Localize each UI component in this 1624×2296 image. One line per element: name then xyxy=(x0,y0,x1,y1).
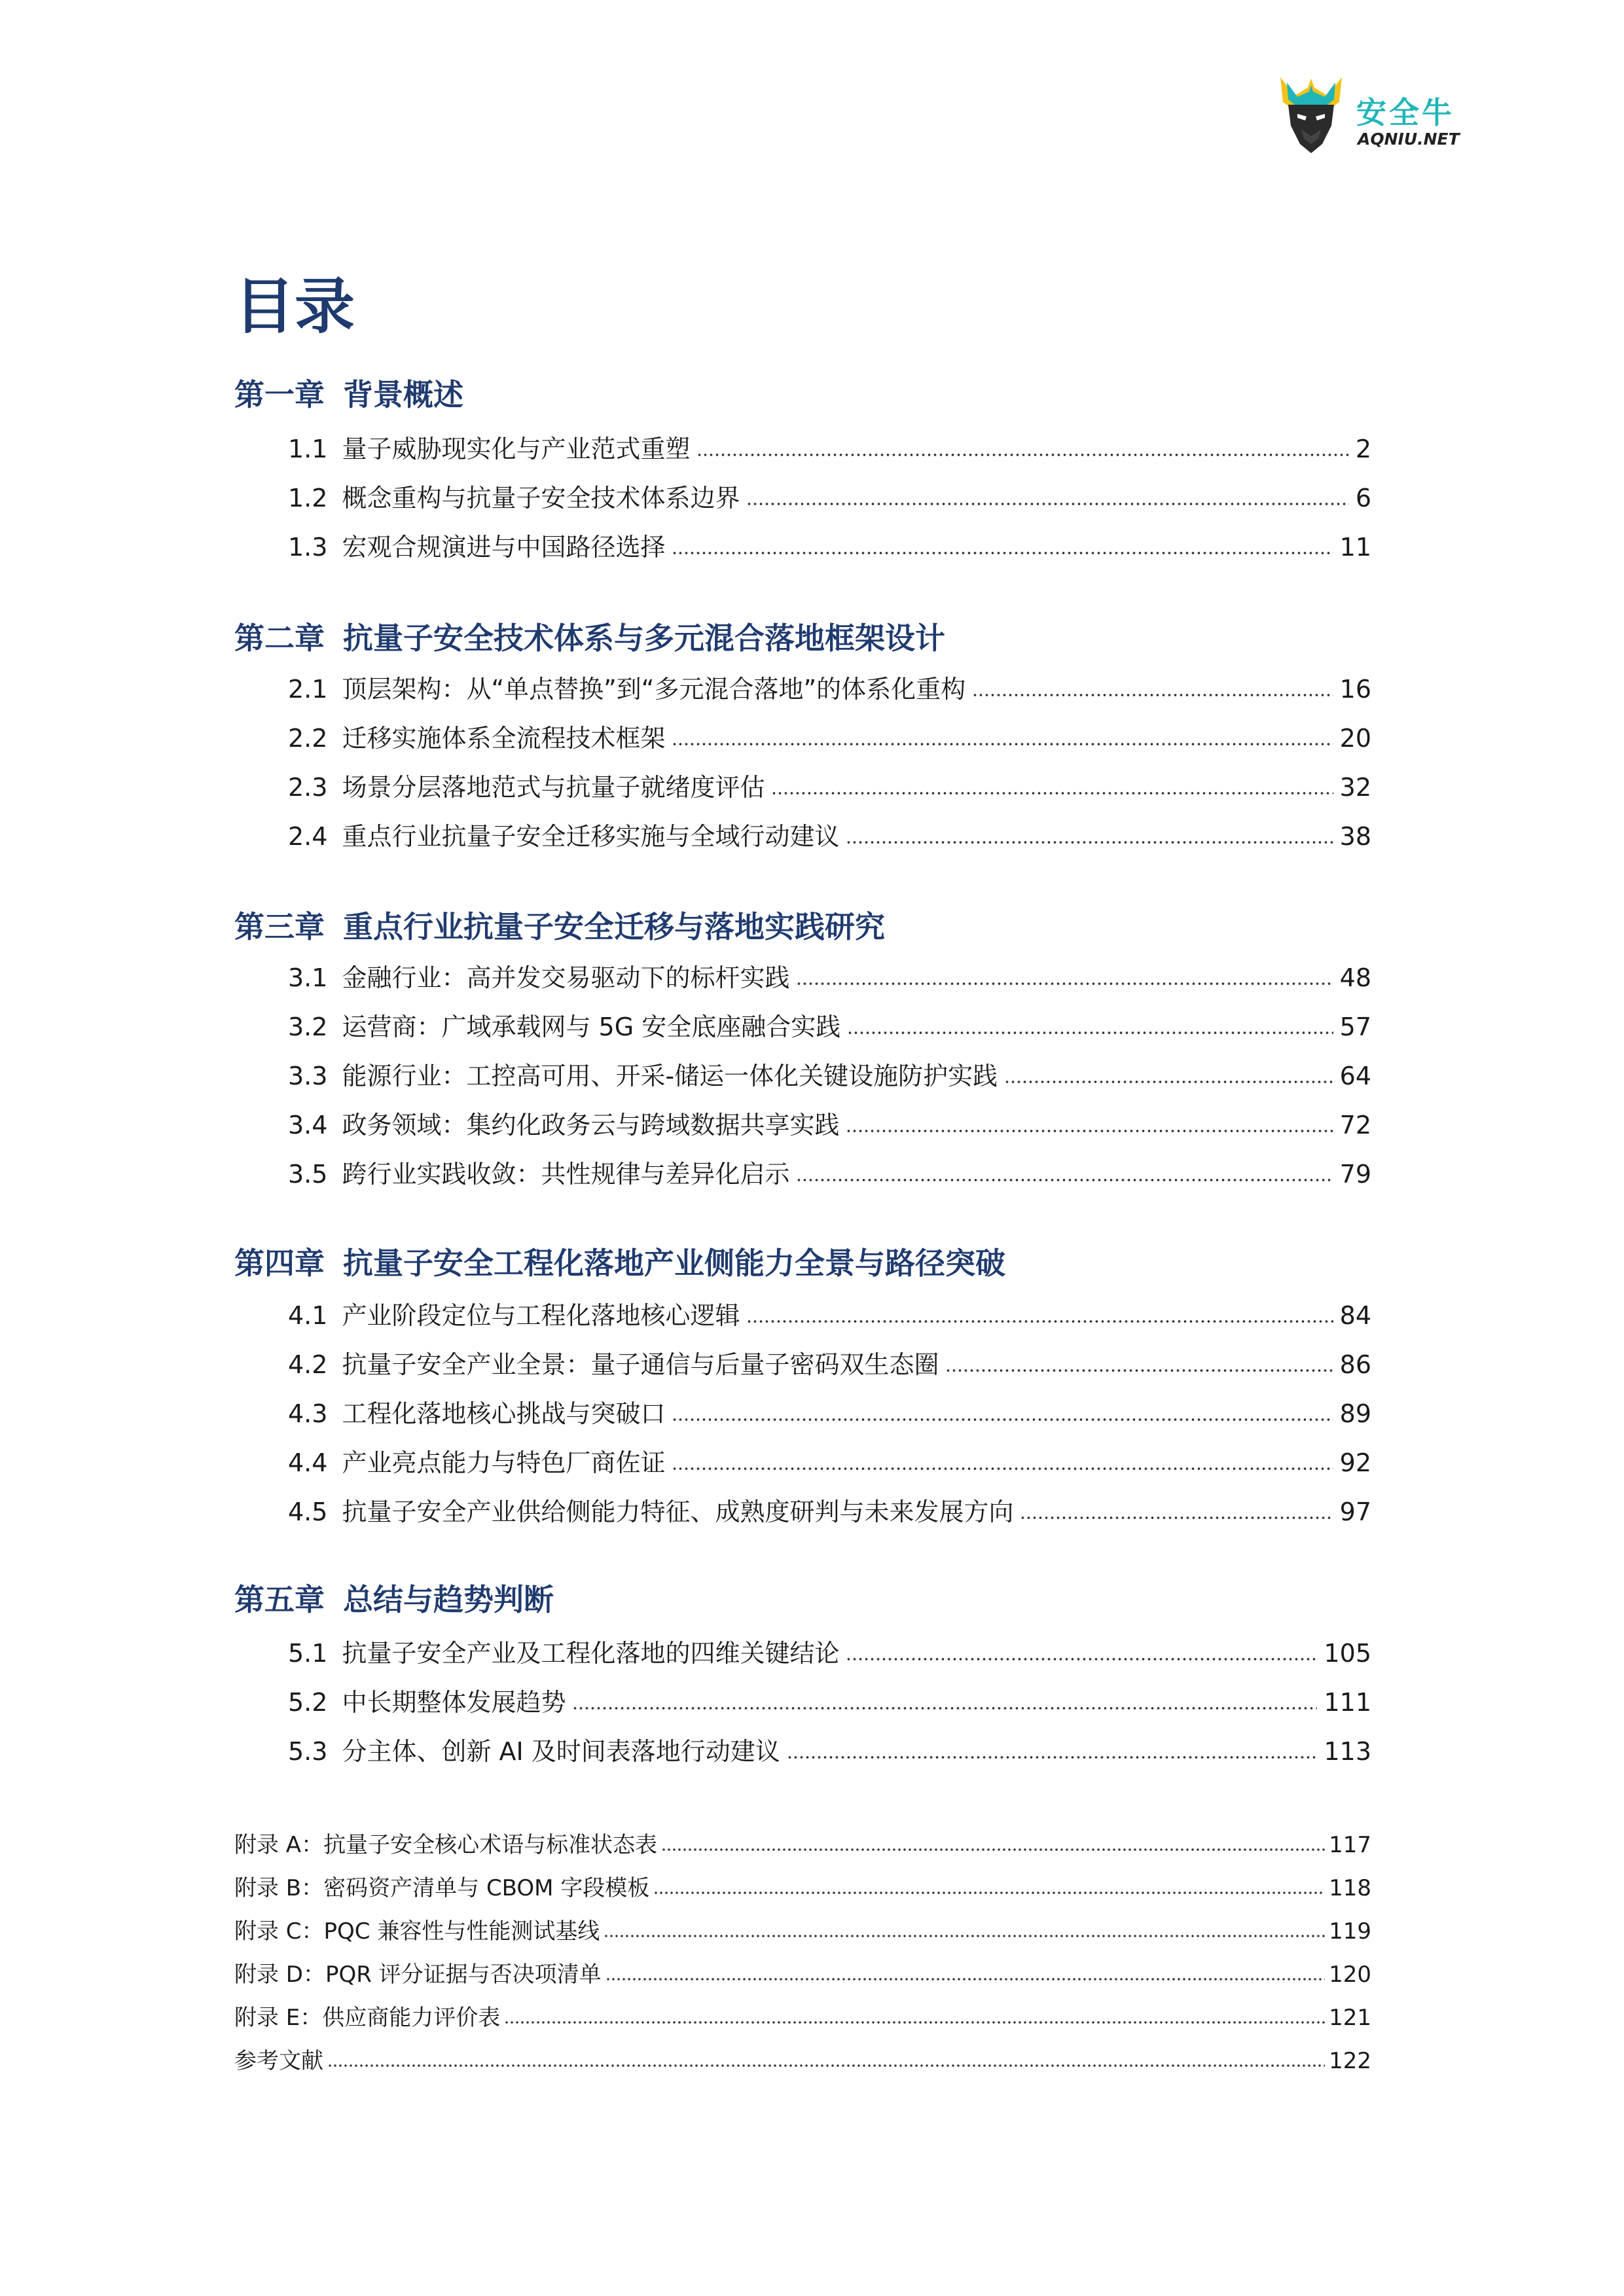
entry-title: 政务领域：集约化政务云与跨域数据共享实践 xyxy=(342,1111,840,1139)
entry-number: 1.1 xyxy=(288,435,328,463)
entry-title: 场景分层落地范式与抗量子就绪度评估 xyxy=(342,773,765,802)
toc-entry[interactable] xyxy=(288,1683,1371,1722)
chapter-title: 抗量子安全技术体系与多元混合落地框架设计 xyxy=(343,620,945,656)
appendix-title: 附录 A：抗量子安全核心术语与标准状态表 xyxy=(234,1832,658,1858)
appendix-title: 附录 C：PQC 兼容性与性能测试基线 xyxy=(234,1918,600,1945)
dot-leader xyxy=(746,501,1348,507)
chapter-heading[interactable] xyxy=(234,1240,1005,1286)
dot-leader xyxy=(604,1933,1325,1939)
entry-title: 产业阶段定位与工程化落地核心逻辑 xyxy=(342,1301,740,1330)
toc-entry[interactable] xyxy=(288,478,1371,518)
dot-leader xyxy=(1004,1079,1333,1085)
appendix-title: 附录 B：密码资产清单与 CBOM 字段模板 xyxy=(234,1875,650,1901)
dot-leader xyxy=(653,1890,1325,1895)
dot-leader xyxy=(672,1417,1333,1422)
entry-title: 量子威胁现实化与产业范式重塑 xyxy=(342,435,691,463)
dot-leader xyxy=(696,452,1348,457)
toc-entry[interactable] xyxy=(288,429,1371,469)
page-number: 11 xyxy=(1339,533,1371,562)
dot-leader xyxy=(672,550,1333,556)
toc-entry[interactable] xyxy=(288,1634,1371,1673)
entry-title: 抗量子安全产业供给侧能力特征、成熟度研判与未来发展方向 xyxy=(342,1498,1014,1526)
page-number: 57 xyxy=(1339,1013,1371,1041)
toc-entry[interactable] xyxy=(288,817,1371,856)
entry-number: 2.2 xyxy=(288,724,328,753)
entry-title: 工程化落地核心挑战与突破口 xyxy=(342,1399,666,1428)
page-number: 122 xyxy=(1329,2048,1371,2074)
page-number: 89 xyxy=(1339,1399,1371,1428)
entry-number: 2.4 xyxy=(288,822,328,851)
entry-title: 产业亮点能力与特色厂商佐证 xyxy=(342,1448,666,1477)
dot-leader xyxy=(796,981,1333,986)
toc-entry[interactable] xyxy=(288,1492,1371,1532)
dot-leader xyxy=(672,742,1333,747)
dot-leader xyxy=(672,1466,1333,1471)
page-number: 117 xyxy=(1329,1832,1371,1858)
entry-title: 顶层架构：从“单点替换”到“多元混合落地”的体系化重构 xyxy=(342,675,966,704)
entry-title: 抗量子安全产业全景：量子通信与后量子密码双生态圈 xyxy=(342,1350,939,1379)
page-number: 64 xyxy=(1339,1062,1371,1090)
entry-number: 1.3 xyxy=(288,533,328,562)
chapter-heading[interactable] xyxy=(234,1577,554,1623)
toc-entry[interactable] xyxy=(288,528,1371,567)
page-number: 20 xyxy=(1339,724,1371,753)
chapter-heading[interactable] xyxy=(234,372,463,418)
logo-cn-text: 安全牛 xyxy=(1356,95,1454,130)
appendix-entry[interactable] xyxy=(234,2043,1371,2079)
dot-leader xyxy=(771,791,1333,796)
page-number: 120 xyxy=(1329,1962,1371,1988)
entry-title: 宏观合规演进与中国路径选择 xyxy=(342,533,666,562)
dot-leader xyxy=(846,1657,1317,1662)
page-number: 111 xyxy=(1324,1688,1371,1717)
page-number: 92 xyxy=(1339,1448,1371,1477)
entry-title: 迁移实施体系全流程技术框架 xyxy=(342,724,666,753)
entry-number: 3.5 xyxy=(288,1160,328,1189)
chapter-number: 第二章 xyxy=(234,620,325,656)
page-number: 32 xyxy=(1339,773,1371,802)
appendix-entry[interactable] xyxy=(234,1914,1371,1949)
toc-entry[interactable] xyxy=(288,1105,1371,1145)
dot-leader xyxy=(945,1368,1333,1373)
entry-number: 3.3 xyxy=(288,1062,328,1090)
entry-title: 能源行业：工控高可用、开采-储运一体化关键设施防护实践 xyxy=(342,1062,998,1090)
logo-en-text: AQNIU.NET xyxy=(1358,130,1460,149)
entry-number: 4.5 xyxy=(288,1498,328,1526)
chapter-number: 第一章 xyxy=(234,377,325,412)
page-title: 目录 xyxy=(234,272,355,342)
toc-entry[interactable] xyxy=(288,958,1371,997)
chapter-title: 背景概述 xyxy=(343,377,463,412)
toc-entry[interactable] xyxy=(288,1296,1371,1335)
dot-leader xyxy=(796,1177,1333,1183)
entry-number: 2.1 xyxy=(288,675,328,704)
entry-number: 5.2 xyxy=(288,1688,328,1717)
appendix-entry[interactable] xyxy=(234,1827,1371,1863)
entry-title: 金融行业：高并发交易驱动下的标杆实践 xyxy=(342,963,790,992)
page-number: 2 xyxy=(1355,435,1371,463)
page-number: 79 xyxy=(1339,1160,1371,1189)
entry-number: 1.2 xyxy=(288,484,328,512)
entry-number: 4.3 xyxy=(288,1399,328,1428)
page-number: 118 xyxy=(1329,1875,1371,1901)
entry-number: 3.4 xyxy=(288,1111,328,1139)
chapter-number: 第四章 xyxy=(234,1246,325,1281)
entry-title: 抗量子安全产业及工程化落地的四维关键结论 xyxy=(342,1639,840,1668)
page-number: 113 xyxy=(1324,1737,1371,1766)
toc-entry[interactable] xyxy=(288,1732,1371,1771)
page-number: 16 xyxy=(1339,675,1371,704)
dot-leader xyxy=(787,1755,1318,1760)
toc-entry[interactable] xyxy=(288,1007,1371,1047)
dot-leader xyxy=(605,1977,1325,1982)
page-number: 48 xyxy=(1339,963,1371,992)
entry-title: 重点行业抗量子安全迁移实施与全域行动建议 xyxy=(342,822,840,851)
entry-number: 2.3 xyxy=(288,773,328,802)
chapter-heading[interactable] xyxy=(234,904,885,950)
page-number: 72 xyxy=(1339,1111,1371,1139)
chapter-heading[interactable] xyxy=(234,615,945,661)
chapter-title: 抗量子安全工程化落地产业侧能力全景与路径突破 xyxy=(343,1246,1005,1281)
toc-entry[interactable] xyxy=(288,719,1371,758)
entry-title: 分主体、创新 AI 及时间表落地行动建议 xyxy=(342,1737,780,1766)
page-number: 6 xyxy=(1355,484,1371,512)
entry-number: 4.4 xyxy=(288,1448,328,1477)
toc-entry[interactable] xyxy=(288,1056,1371,1096)
entry-title: 运营商：广域承载网与 5G 安全底座融合实践 xyxy=(342,1013,841,1041)
toc-entry[interactable] xyxy=(288,1155,1371,1194)
entry-title: 概念重构与抗量子安全技术体系边界 xyxy=(342,484,740,512)
dot-leader xyxy=(504,2020,1325,2025)
toc-entry[interactable] xyxy=(288,1443,1371,1482)
page-number: 84 xyxy=(1339,1301,1371,1330)
chapter-number: 第五章 xyxy=(234,1582,325,1617)
chapter-title: 总结与趋势判断 xyxy=(343,1582,554,1617)
chapter-title: 重点行业抗量子安全迁移与落地实践研究 xyxy=(343,909,885,944)
entry-number: 3.1 xyxy=(288,963,328,992)
page-number: 86 xyxy=(1339,1350,1371,1379)
appendix-entry[interactable] xyxy=(234,1957,1371,1992)
entry-number: 5.3 xyxy=(288,1737,328,1766)
appendix-title: 附录 E：供应商能力评价表 xyxy=(234,2005,501,2031)
page-number: 38 xyxy=(1339,822,1371,851)
dot-leader xyxy=(846,1128,1333,1134)
page-number: 119 xyxy=(1329,1918,1371,1945)
appendix-title: 附录 D：PQR 评分证据与否决项清单 xyxy=(234,1962,602,1988)
toc-entry[interactable] xyxy=(288,768,1371,807)
page-number: 97 xyxy=(1339,1498,1371,1526)
dot-leader xyxy=(846,840,1333,845)
entry-number: 4.1 xyxy=(288,1301,328,1330)
entry-title: 跨行业实践收敛：共性规律与差异化启示 xyxy=(342,1160,790,1189)
chapter-number: 第三章 xyxy=(234,909,325,944)
dot-leader xyxy=(972,692,1333,698)
dot-leader xyxy=(572,1706,1317,1711)
page-number: 105 xyxy=(1324,1639,1371,1668)
dot-leader xyxy=(847,1030,1333,1035)
appendix-entry[interactable] xyxy=(234,2000,1371,2036)
dot-leader xyxy=(1020,1515,1333,1520)
dot-leader xyxy=(327,2063,1325,2068)
entry-number: 5.1 xyxy=(288,1639,328,1668)
appendix-title: 参考文献 xyxy=(234,2048,323,2074)
entry-number: 3.2 xyxy=(288,1013,328,1041)
toc-entry[interactable] xyxy=(288,1345,1371,1384)
dot-leader xyxy=(661,1847,1325,1852)
toc-entry[interactable] xyxy=(288,670,1371,709)
entry-number: 4.2 xyxy=(288,1350,328,1379)
dot-leader xyxy=(746,1319,1333,1324)
entry-title: 中长期整体发展趋势 xyxy=(342,1688,566,1717)
appendix-entry[interactable] xyxy=(234,1871,1371,1906)
page-number: 121 xyxy=(1329,2005,1371,2031)
toc-entry[interactable] xyxy=(288,1394,1371,1433)
